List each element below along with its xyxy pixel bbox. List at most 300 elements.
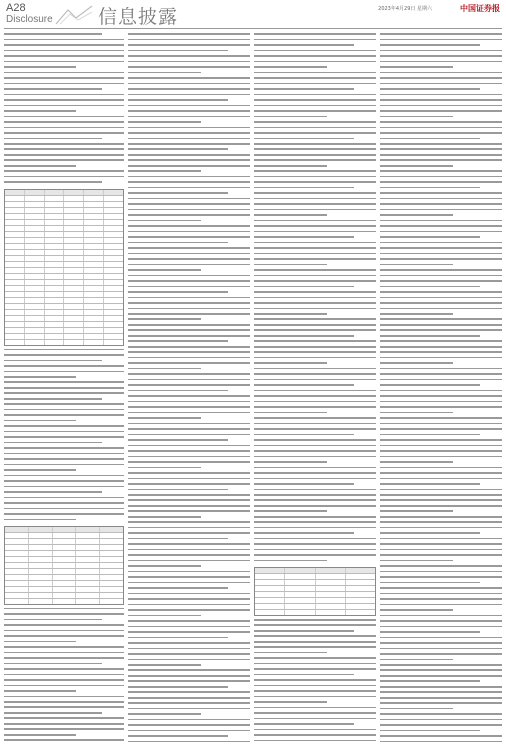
text-line <box>254 264 376 268</box>
text-line <box>128 582 250 586</box>
text-line <box>380 220 502 224</box>
text-line <box>380 33 502 37</box>
text-line <box>128 472 250 476</box>
text-line <box>4 696 124 700</box>
text-line <box>380 615 502 619</box>
text-line <box>380 165 502 169</box>
text-line <box>4 77 124 81</box>
text-line <box>128 620 250 624</box>
text-line <box>128 571 250 575</box>
text-line <box>380 39 502 43</box>
text-line <box>128 549 250 553</box>
text-line <box>380 549 502 553</box>
text-line <box>254 450 376 454</box>
text-line <box>4 641 124 645</box>
text-line <box>380 44 502 48</box>
text-line <box>254 423 376 427</box>
text-line <box>128 127 250 131</box>
text-line <box>128 626 250 630</box>
text-line <box>380 675 502 679</box>
text-line <box>128 181 250 185</box>
text-line <box>254 33 376 37</box>
text-line <box>4 519 124 523</box>
text-line <box>4 376 124 380</box>
text-line <box>254 445 376 449</box>
text-line <box>380 357 502 361</box>
text-line <box>128 604 250 608</box>
text-line <box>380 143 502 147</box>
text-line <box>128 275 250 279</box>
text-line <box>254 373 376 377</box>
text-line <box>128 159 250 163</box>
text-line <box>254 138 376 142</box>
issue-date: 2023年4月29日 星期六 <box>378 6 432 12</box>
text-line <box>254 685 376 689</box>
text-line <box>380 258 502 262</box>
text-line <box>254 461 376 465</box>
text-line <box>380 456 502 460</box>
text-line <box>254 560 376 564</box>
text-line <box>128 697 250 701</box>
text-line <box>128 105 250 109</box>
text-line <box>128 379 250 383</box>
text-line <box>4 39 124 43</box>
text-line <box>254 116 376 120</box>
text-line <box>380 198 502 202</box>
text-line <box>380 401 502 405</box>
text-line <box>380 741 502 744</box>
text-line <box>128 291 250 295</box>
text-line <box>4 663 124 667</box>
text-line <box>254 346 376 350</box>
text-line <box>128 148 250 152</box>
text-line <box>254 384 376 388</box>
text-line <box>4 652 124 656</box>
text-line <box>254 329 376 333</box>
section-english: Disclosure <box>6 14 53 25</box>
text-line <box>380 428 502 432</box>
text-line <box>128 176 250 180</box>
text-line <box>128 132 250 136</box>
text-line <box>4 458 124 462</box>
text-line <box>254 368 376 372</box>
text-line <box>4 717 124 721</box>
text-line <box>4 44 124 48</box>
text-line <box>254 379 376 383</box>
text-line <box>254 641 376 645</box>
text-line <box>128 659 250 663</box>
text-line <box>4 513 124 517</box>
text-line <box>254 181 376 185</box>
text-line <box>128 724 250 728</box>
text-line <box>128 527 250 531</box>
text-line <box>4 360 124 364</box>
text-line <box>380 516 502 520</box>
text-line <box>254 72 376 76</box>
text-line <box>4 635 124 639</box>
text-line <box>380 417 502 421</box>
text-line <box>128 587 250 591</box>
text-line <box>254 176 376 180</box>
text-line <box>4 61 124 65</box>
section-title: 信息披露 <box>98 6 179 28</box>
text-line <box>254 192 376 196</box>
text-line <box>128 593 250 597</box>
text-line <box>380 318 502 322</box>
text-line <box>380 390 502 394</box>
text-line <box>380 543 502 547</box>
column-3 <box>254 32 376 744</box>
text-line <box>128 516 250 520</box>
text-line <box>380 192 502 196</box>
text-line <box>128 302 250 306</box>
column-2 <box>128 32 250 744</box>
text-line <box>254 121 376 125</box>
text-line <box>128 598 250 602</box>
text-line <box>254 516 376 520</box>
text-line <box>380 291 502 295</box>
text-line <box>4 176 124 180</box>
text-line <box>128 741 250 744</box>
text-line <box>128 357 250 361</box>
text-line <box>254 269 376 273</box>
text-line <box>380 576 502 580</box>
text-line <box>380 423 502 427</box>
text-line <box>254 674 376 678</box>
text-line <box>380 379 502 383</box>
text-line <box>380 329 502 333</box>
text-line <box>380 499 502 503</box>
text-line <box>128 39 250 43</box>
text-line <box>380 587 502 591</box>
text-line <box>380 406 502 410</box>
text-line <box>128 368 250 372</box>
text-line <box>4 619 124 623</box>
text-line <box>128 138 250 142</box>
text-line <box>254 143 376 147</box>
text-line <box>128 499 250 503</box>
text-line <box>380 724 502 728</box>
text-line <box>380 532 502 536</box>
text-line <box>128 187 250 191</box>
text-line <box>380 713 502 717</box>
text-line <box>4 486 124 490</box>
text-line <box>254 275 376 279</box>
text-line <box>380 593 502 597</box>
text-line <box>128 510 250 514</box>
text-line <box>128 110 250 114</box>
text-line <box>380 346 502 350</box>
text-line <box>380 510 502 514</box>
text-line <box>128 253 250 257</box>
text-line <box>254 94 376 98</box>
text-line <box>380 138 502 142</box>
text-line <box>254 527 376 531</box>
text-line <box>380 176 502 180</box>
text-line <box>128 560 250 564</box>
text-line <box>4 508 124 512</box>
text-line <box>254 66 376 70</box>
data-table <box>4 526 124 605</box>
text-line <box>254 231 376 235</box>
text-line <box>254 148 376 152</box>
text-line <box>254 483 376 487</box>
text-line <box>380 735 502 739</box>
text-line <box>128 236 250 240</box>
text-line <box>254 718 376 722</box>
text-line <box>380 637 502 641</box>
text-line <box>254 225 376 229</box>
text-line <box>254 478 376 482</box>
text-line <box>128 170 250 174</box>
text-line <box>4 143 124 147</box>
text-line <box>380 181 502 185</box>
text-line <box>254 253 376 257</box>
text-line <box>254 297 376 301</box>
text-line <box>254 499 376 503</box>
text-line <box>380 50 502 54</box>
text-line <box>4 105 124 109</box>
text-line <box>254 313 376 317</box>
text-line <box>4 690 124 694</box>
text-line <box>380 521 502 525</box>
text-line <box>254 318 376 322</box>
text-line <box>380 653 502 657</box>
header-decoration-icon <box>54 4 94 26</box>
text-line <box>4 154 124 158</box>
text-line <box>380 434 502 438</box>
text-line <box>128 203 250 207</box>
text-line <box>4 706 124 710</box>
text-line <box>380 351 502 355</box>
text-line <box>254 532 376 536</box>
text-line <box>254 324 376 328</box>
text-line <box>128 373 250 377</box>
text-line <box>254 467 376 471</box>
text-line <box>4 674 124 678</box>
text-line <box>380 439 502 443</box>
text-line <box>4 381 124 385</box>
text-line <box>380 121 502 125</box>
text-line <box>254 646 376 650</box>
text-line <box>254 154 376 158</box>
text-line <box>128 642 250 646</box>
text-line <box>254 652 376 656</box>
text-line <box>128 702 250 706</box>
text-line <box>128 423 250 427</box>
text-line <box>128 467 250 471</box>
text-line <box>4 127 124 131</box>
text-line <box>128 719 250 723</box>
text-line <box>254 214 376 218</box>
text-line <box>128 308 250 312</box>
text-line <box>128 450 250 454</box>
text-line <box>4 734 124 738</box>
text-line <box>380 231 502 235</box>
text-line <box>128 434 250 438</box>
text-line <box>380 467 502 471</box>
text-line <box>254 99 376 103</box>
text-line <box>380 680 502 684</box>
text-line <box>4 502 124 506</box>
text-line <box>4 613 124 617</box>
text-line <box>4 387 124 391</box>
text-line <box>4 491 124 495</box>
text-line <box>254 505 376 509</box>
text-line <box>254 663 376 667</box>
text-line <box>380 83 502 87</box>
text-line <box>380 148 502 152</box>
text-line <box>128 94 250 98</box>
text-line <box>4 88 124 92</box>
text-line <box>380 154 502 158</box>
text-line <box>380 538 502 542</box>
text-line <box>380 236 502 240</box>
text-line <box>4 138 124 142</box>
text-line <box>380 187 502 191</box>
text-line <box>4 608 124 612</box>
text-line <box>254 88 376 92</box>
text-line <box>380 242 502 246</box>
text-line <box>380 565 502 569</box>
text-line <box>380 324 502 328</box>
text-line <box>128 686 250 690</box>
text-line <box>128 395 250 399</box>
text-line <box>128 406 250 410</box>
text-line <box>380 697 502 701</box>
text-line <box>380 99 502 103</box>
text-line <box>128 445 250 449</box>
text-line <box>380 505 502 509</box>
text-line <box>380 368 502 372</box>
text-line <box>254 390 376 394</box>
text-line <box>254 198 376 202</box>
text-line <box>128 735 250 739</box>
text-line <box>4 624 124 628</box>
text-line <box>128 50 250 54</box>
page-code: A28 <box>6 2 26 14</box>
text-line <box>254 258 376 262</box>
text-line <box>254 247 376 251</box>
text-line <box>380 472 502 476</box>
text-line <box>380 280 502 284</box>
text-line <box>128 362 250 366</box>
text-line <box>4 72 124 76</box>
text-line <box>4 453 124 457</box>
text-line <box>380 730 502 734</box>
text-line <box>380 77 502 81</box>
text-line <box>4 668 124 672</box>
text-line <box>128 401 250 405</box>
text-line <box>254 489 376 493</box>
header-divider <box>4 28 502 29</box>
text-line <box>380 214 502 218</box>
text-line <box>4 464 124 468</box>
text-line <box>254 105 376 109</box>
text-line <box>4 469 124 473</box>
text-line <box>128 231 250 235</box>
text-line <box>254 729 376 733</box>
text-line <box>4 403 124 407</box>
text-line <box>254 543 376 547</box>
text-line <box>380 302 502 306</box>
text-line <box>4 420 124 424</box>
text-line <box>128 225 250 229</box>
text-line <box>4 94 124 98</box>
text-line <box>380 275 502 279</box>
text-line <box>254 668 376 672</box>
text-line <box>128 417 250 421</box>
text-line <box>128 346 250 350</box>
text-line <box>128 428 250 432</box>
text-line <box>254 630 376 634</box>
text-line <box>128 708 250 712</box>
text-line <box>128 83 250 87</box>
text-line <box>254 696 376 700</box>
text-line <box>254 723 376 727</box>
text-line <box>4 121 124 125</box>
text-line <box>380 489 502 493</box>
text-line <box>254 707 376 711</box>
text-line <box>380 88 502 92</box>
text-line <box>4 436 124 440</box>
text-line <box>380 373 502 377</box>
text-line <box>4 55 124 59</box>
text-line <box>254 165 376 169</box>
text-line <box>4 431 124 435</box>
text-line <box>380 669 502 673</box>
text-line <box>4 392 124 396</box>
text-line <box>128 609 250 613</box>
text-line <box>254 44 376 48</box>
text-line <box>128 637 250 641</box>
text-line <box>254 209 376 213</box>
text-line <box>254 55 376 59</box>
text-line <box>254 170 376 174</box>
text-line <box>4 723 124 727</box>
text-line <box>254 538 376 542</box>
text-line <box>380 132 502 136</box>
text-line <box>4 646 124 650</box>
text-line <box>4 365 124 369</box>
text-line <box>380 461 502 465</box>
text-line <box>4 497 124 501</box>
text-line <box>128 116 250 120</box>
text-line <box>254 690 376 694</box>
data-table <box>254 567 376 616</box>
text-line <box>254 417 376 421</box>
text-line <box>128 165 250 169</box>
text-line <box>380 620 502 624</box>
text-line <box>254 236 376 240</box>
text-line <box>128 269 250 273</box>
newspaper-logo: 中国证券报 <box>460 3 500 13</box>
text-line <box>380 384 502 388</box>
text-line <box>380 127 502 131</box>
text-line <box>128 680 250 684</box>
text-line <box>380 686 502 690</box>
text-line <box>380 269 502 273</box>
text-line <box>254 657 376 661</box>
text-line <box>380 340 502 344</box>
text-line <box>254 61 376 65</box>
text-line <box>380 626 502 630</box>
text-line <box>380 571 502 575</box>
text-line <box>380 264 502 268</box>
text-line <box>254 401 376 405</box>
text-line <box>254 39 376 43</box>
text-line <box>380 159 502 163</box>
